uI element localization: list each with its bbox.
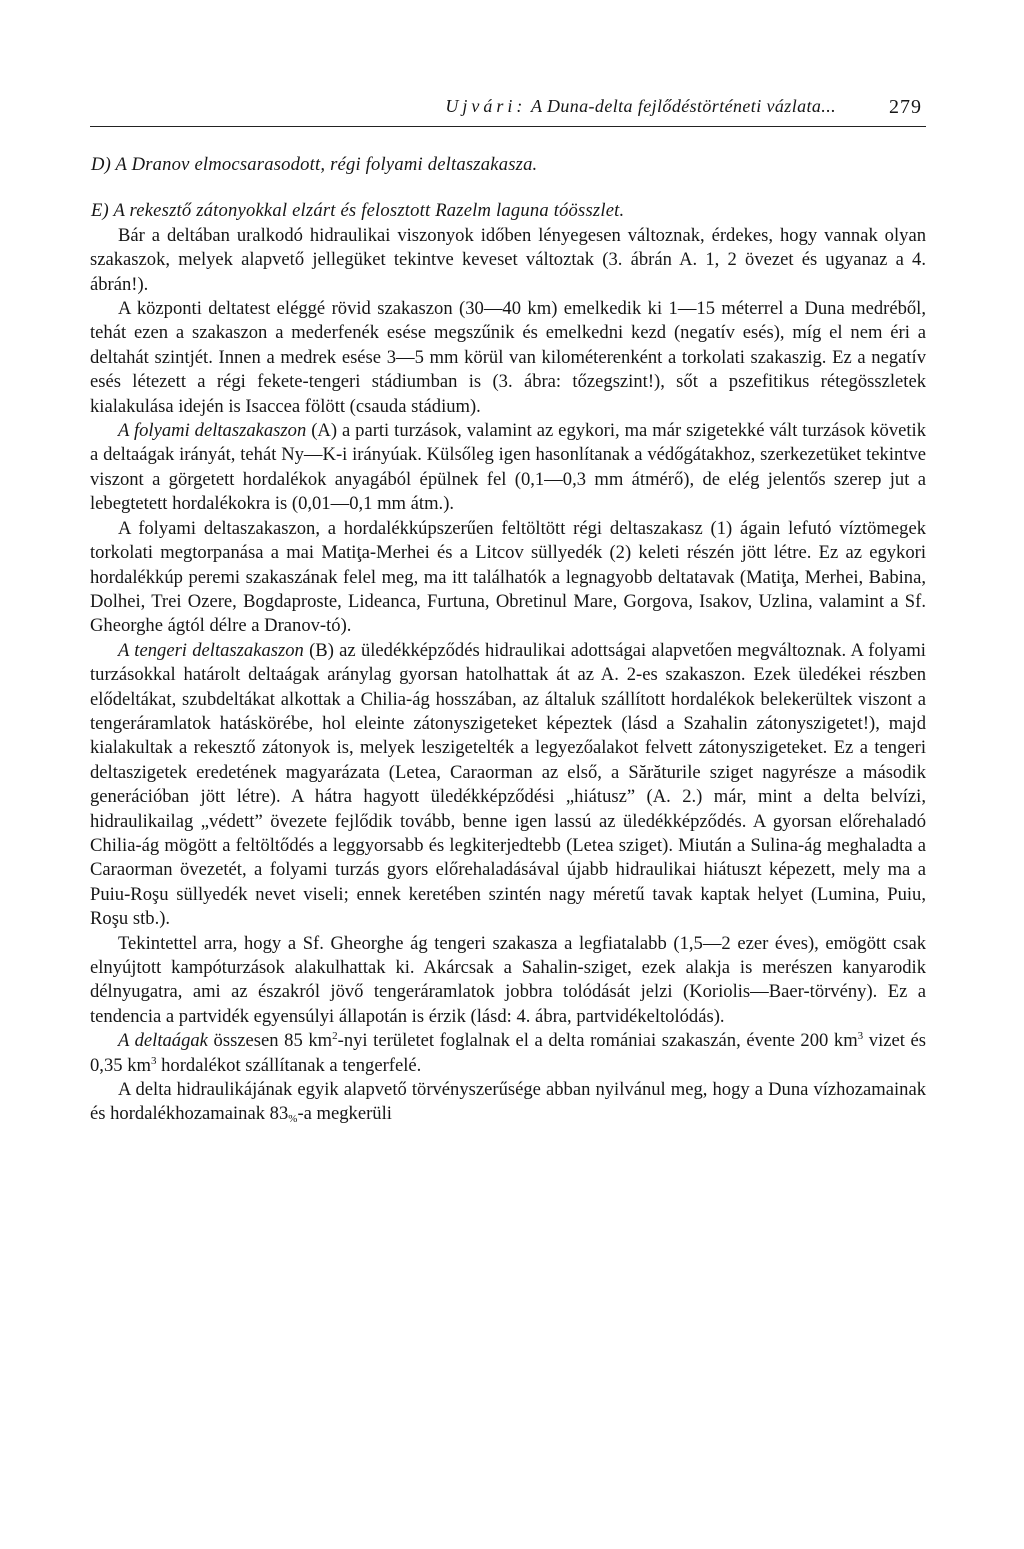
paragraph [90, 1029, 926, 1078]
section-heading-e: E) A rekesztő zátonyokkal elzárt és felosztott Razelm laguna tóösszlet. [91, 200, 625, 222]
paragraph: Tekintettel arra, hogy a Sf. Gheorghe ág tengeri szakasza a legfiatalabb (1,5—2 ezer éves), emögött csak elnyújtott kampóturzások alakulhattak ki. Akárcsak a Sahalin-sziget, ezek alakja is merészen kanyarodik délnyugatra, ami az északról jövő tengeráramlatok jobbra tolódását jelzi (Koriolis—Baer-törvény). Ez a tendencia a partvidék egyensúlyi állapotán is érzik (lásd: 4. ábra, partvidékeltolódás). [90, 932, 926, 1027]
paragraph [90, 1078, 926, 1127]
paragraph [90, 419, 926, 517]
body-text [90, 153, 926, 1127]
section-heading-d: D) A Dranov elmocsarasodott, régi folyami deltaszakasza. [91, 154, 538, 175]
superscript: 2 [332, 1030, 338, 1043]
document-page [90, 86, 926, 1526]
running-head-author: Ujvári: [445, 96, 527, 116]
paragraph [90, 639, 926, 932]
paragraph-text: -a megkerüli [297, 1103, 392, 1125]
emphasis-text: A tengeri deltaszakaszon [118, 639, 304, 661]
paragraph-text: összesen 85 km [213, 1030, 333, 1052]
percent-sign: % [288, 1113, 298, 1126]
emphasis-text: A folyami deltaszakaszon [118, 420, 307, 442]
paragraph: A központi deltatest eléggé rövid szakaszon (30—40 km) emelkedik ki 1—15 méterrel a Duna medréből, tehát ezen a szakaszon a mederfenék esése megszűnik és emelkedni kezd (negatív esés), míg el nem éri a deltahát szintjét. Innen a medrek esése 3—5 mm körül van kilométerenként a torkolati szakaszig. Ez a negatív esés létezett a régi fekete-tengeri stádiumban is (3. ábra: tőzegszint!), sőt a pszefitikus rétegösszletek kialakulása idején is Isaccea fölött (csauda stádium). [90, 298, 926, 417]
paragraph: A folyami deltaszakaszon, a hordalékkúpszerűen feltöltött régi deltaszakasz (1) ágain lefutó víztömegek torkolati megtorpanása a mai Matiţa-Merhei és a Litcov süllyedék (2) keleti részén jött létre. Ez az egykori hordalékkúp peremi szakaszának felel meg, ma itt találhatók a legnagyobb deltatavak (Matiţa, Merhei, Babina, Dolhei, Trei Ozere, Bogdaproste, Lideanca, Furtuna, Obretinul Mare, Gorgova, Isakov, Uzlina, valamint a Sf. Gheorghe ágtól délre a Dranov-tó). [90, 517, 926, 637]
page-number: 279 [889, 96, 922, 118]
running-head [445, 96, 836, 117]
running-head-title: A Duna-delta fejlődéstörténeti vázlata... [530, 96, 836, 116]
superscript: 3 [857, 1030, 864, 1043]
superscript: 3 [150, 1054, 157, 1067]
paragraph-text: (B) az üledékképződés hidraulikai adottságai alapvetően megváltoznak. A folyami turzásokkal határolt deltaágak aránylag gyorsan hatolhattak át az A. 2-es szakaszon. Ezek üledékei részben elődeltákat, szubdeltákat alkottak a Chilia-ág hosszában, az általuk szállított hordalékok belekerültek viszont a tengeráramlatok hatáskörébe, hol eleinte zátonyszigeteket képeztek (lásd a Szahalin zátonyszigetet!), majd kialakultak a rekesztő zátonyok is, melyek leszigetelték a legyezőalakot felvett zátonyszigeteket. Ez a tengeri deltaszigetek eredetének magyarázata (Letea, Caraorman az első, a Sărăturile sziget nagyrésze a második generációban jött létre). A hátra hagyott üledékképződési „hiátusz” (A. 2.) már, mint a delta belvízi, hidraulikailag „védett” övezete fejlődik tovább, benne igen lassú az üledékképződés. A gyorsan előrehaladó Chilia-ág mögött a feltöltődés a leggyorsabb és legkiterjedtebb (Letea sziget). Miután a Sulina-ág meghaladta a Caraorman övezetét, a folyami turzás gyors előrehaladásával újabb hidraulikai hiátuszt képezett, mely ma a Puiu-Roşu süllyedék nevet viseli; ennek keretében szintén nagy méretű tavak kaptak helyet (Lumina, Puiu, Roşu stb.). [90, 639, 926, 930]
paragraph-text: vizet és 0,35 km [90, 1030, 926, 1076]
paragraph-text: (A) a parti turzások, valamint az egykori, ma már szigetekké vált turzások követik a deltaágak irányát, tehát Ny—K-i irányúak. Külsőleg igen hasonlítanak a védőgátakhoz, szerkezetüket tekintve viszont a görgetett hordalékok anyagából épülnek fel (0,1—0,3 mm átmérő), de elég jelentős szerep jut a lebegtetett hordalékokra is (0,01—0,1 mm átm.). [90, 420, 927, 515]
paragraph-text: -nyi területet foglalnak el a delta romániai szakaszán, évente 200 km [337, 1030, 858, 1052]
page-header [90, 86, 926, 127]
paragraph: Bár a deltában uralkodó hidraulikai viszonyok időben lényegesen változnak, érdekes, hogy vannak olyan szakaszok, melyek alapvető jellegüket tekintve keveset változtak (3. ábrán A. 1, 2 övezet és ugyanaz a 4. ábrán!). [90, 224, 926, 295]
paragraph-text: hordalékot szállítanak a tengerfelé. [161, 1054, 422, 1076]
paragraph-text: A delta hidraulikájának egyik alapvető törvényszerűsége abban nyilvánul meg, hogy a Duna vízhozamainak és hordalékhozamainak 83 [90, 1079, 926, 1125]
emphasis-text: A deltaágak [118, 1030, 208, 1052]
